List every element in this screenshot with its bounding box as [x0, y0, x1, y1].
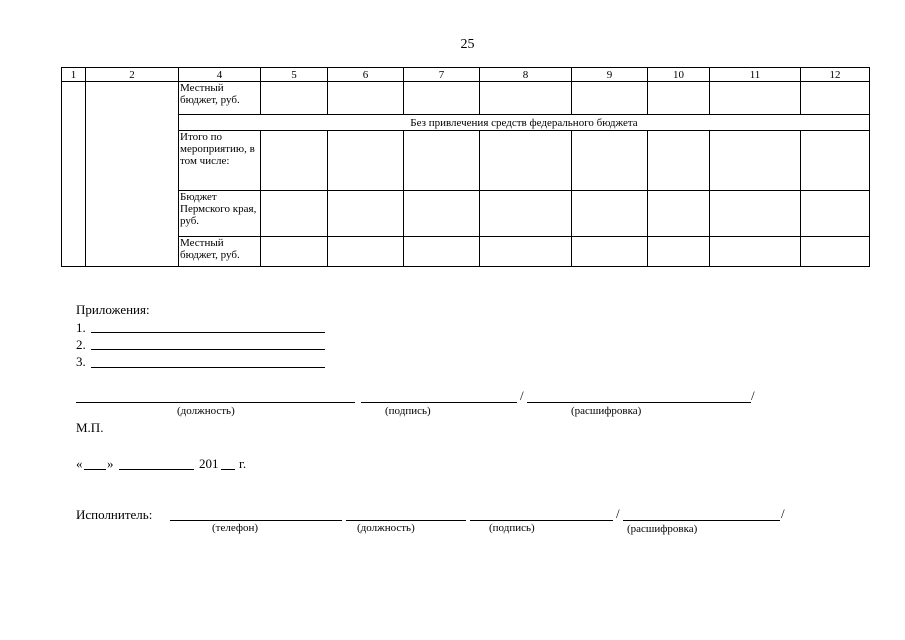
executor-signature-line: [470, 520, 613, 521]
table-cell: [572, 131, 648, 191]
caption-executor-position: (должность): [357, 522, 415, 534]
table-header-cell: 10: [648, 68, 710, 82]
attachment-line-3: [91, 367, 325, 368]
table-header-cell: 1: [62, 68, 86, 82]
table-header-cell: 5: [261, 68, 328, 82]
date-day-line: [84, 469, 106, 470]
executor-decoding-line: [623, 520, 780, 521]
table-row: [62, 191, 870, 237]
table-cell: [404, 237, 480, 267]
table-row: [62, 131, 870, 191]
date-close-quote: »: [107, 456, 114, 471]
executor-phone-line: [170, 520, 342, 521]
budget-table: [61, 67, 870, 267]
table-cell: [801, 237, 870, 267]
table-cell: [261, 131, 328, 191]
table-cell: [710, 237, 801, 267]
row-label-local-budget: Местный бюджет, руб.: [179, 82, 261, 115]
table-header-cell: 7: [404, 68, 480, 82]
table-cell: [404, 131, 480, 191]
table-cell: [261, 237, 328, 267]
table-cell: [404, 82, 480, 115]
table-header-cell: 2: [86, 68, 179, 82]
slash-open: /: [520, 388, 524, 403]
date-year: 201: [199, 456, 219, 471]
table-cell: [480, 191, 572, 237]
table-cell: [261, 191, 328, 237]
date-open-quote: «: [76, 456, 83, 471]
attachment-number-3: 3.: [76, 354, 86, 369]
date-year-line: [221, 469, 235, 470]
caption-decoding: (расшифровка): [571, 405, 642, 417]
table-cell: [710, 191, 801, 237]
executor-label: Исполнитель:: [76, 507, 153, 522]
table-cell: [648, 237, 710, 267]
signature-line: [361, 402, 517, 403]
row-label-local-budget: Местный бюджет, руб.: [179, 237, 261, 267]
merged-note-cell: Без привлечения средств федерального бюджета: [179, 115, 870, 131]
table-header-cell: 4: [179, 68, 261, 82]
table-cell: [328, 82, 404, 115]
row-label-regional-budget: Бюджет Пермского края, руб.: [179, 191, 261, 237]
caption-signature: (подпись): [385, 405, 431, 417]
table-cell: [648, 191, 710, 237]
table-cell: [328, 191, 404, 237]
table-header-row: [62, 68, 870, 82]
attachment-line-1: [91, 332, 325, 333]
caption-position: (должность): [177, 405, 235, 417]
table-cell: [801, 82, 870, 115]
table-cell: [572, 82, 648, 115]
table-row: [62, 115, 870, 131]
table-row: [62, 82, 870, 115]
table-cell: [62, 82, 86, 267]
caption-phone: (телефон): [212, 522, 259, 534]
attachment-number-1: 1.: [76, 320, 86, 335]
attachments-title: Приложения:: [76, 302, 150, 317]
table-header-cell: 6: [328, 68, 404, 82]
attachment-line-2: [91, 349, 325, 350]
table-cell: [710, 131, 801, 191]
caption-executor-decoding: (расшифровка): [627, 523, 698, 535]
table-cell: [572, 191, 648, 237]
position-line: [76, 402, 355, 403]
table-cell: [572, 237, 648, 267]
table-cell: [261, 82, 328, 115]
table-cell: [801, 191, 870, 237]
table-cell: [648, 82, 710, 115]
attachment-number-2: 2.: [76, 337, 86, 352]
caption-executor-signature: (подпись): [489, 522, 535, 534]
table-cell: [648, 131, 710, 191]
table-cell: [480, 131, 572, 191]
table-cell: [86, 82, 179, 267]
table-cell: [404, 191, 480, 237]
table-cell: [328, 237, 404, 267]
table-row: [62, 237, 870, 267]
table-header-cell: 8: [480, 68, 572, 82]
table-header-cell: 11: [710, 68, 801, 82]
decoding-line: [527, 402, 751, 403]
table-cell: [480, 237, 572, 267]
executor-position-line: [346, 520, 466, 521]
executor-slash-close: /: [781, 506, 785, 521]
page-number: 25: [460, 37, 475, 52]
table-header-cell: 9: [572, 68, 648, 82]
table-cell: [710, 82, 801, 115]
slash-close: /: [751, 388, 755, 403]
table-cell: [328, 131, 404, 191]
date-suffix: г.: [239, 456, 247, 471]
row-label-total: Итого по мероприятию, в том числе:: [179, 131, 261, 191]
executor-slash-open: /: [616, 506, 620, 521]
stamp-label: М.П.: [76, 420, 104, 435]
table-cell: [480, 82, 572, 115]
table-cell: [801, 131, 870, 191]
table-header-cell: 12: [801, 68, 870, 82]
date-month-line: [119, 469, 194, 470]
